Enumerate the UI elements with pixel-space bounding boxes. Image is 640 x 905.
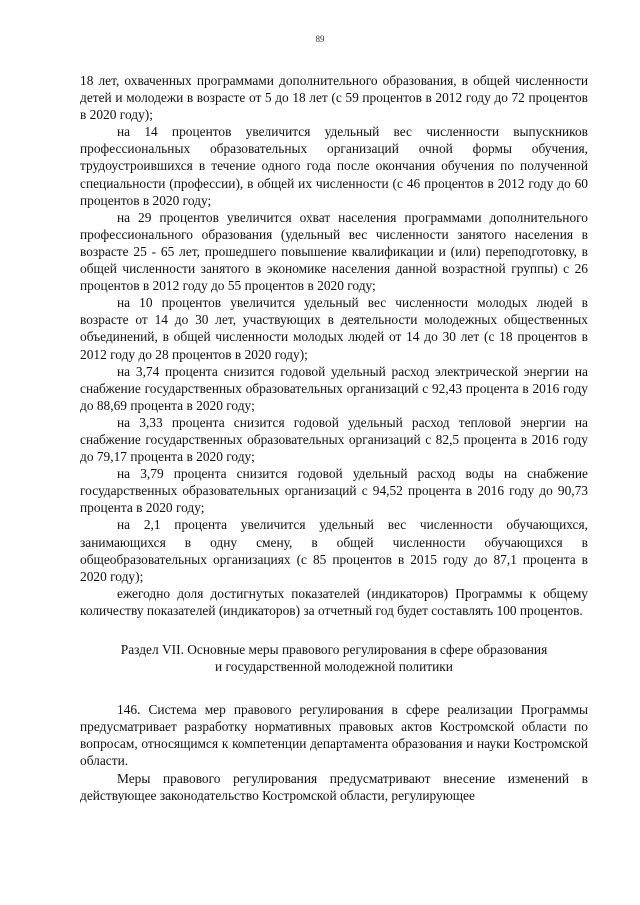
page-number: 89 [315, 34, 325, 44]
paragraph: 146. Система мер правового регулирования в сфере реализации Программы предусматривает разработку нормативных правовых актов Костромской области по вопросам, относящимся к компетенции департамента образования и науки Костромской области. [80, 702, 588, 769]
document-body [80, 72, 588, 804]
paragraph: Меры правового регулирования предусматривают внесение изменений в действующее законодательство Костромской области, регулирующее [80, 770, 588, 803]
section-heading [80, 641, 588, 675]
paragraph: на 29 процентов увеличится охват населения программами дополнительного профессионального образования (удельный вес численности занятого населения в возрасте 25 - 65 лет, прошедшего повышение квалификации и (или) переподготовку, в общей численности занятого в экономике населения данной возрастной группы) с 26 процентов в 2012 году до 55 процентов в 2020 году; [80, 209, 588, 294]
paragraph: ежегодно доля достигнутых показателей (индикаторов) Программы к общему количеству показателей (индикаторов) за отчетный год будет составлять 100 процентов. [80, 585, 588, 618]
section-heading-line: Раздел VII. Основные меры правового регулирования в сфере образования [120, 642, 548, 657]
paragraph: на 2,1 процента увеличится удельный вес численности обучающихся, занимающихся в одну смену, в общей численности обучающихся в общеобразовательных организациях (с 85 процентов в 2015 году до 87,1 процента в 2020 году); [80, 517, 588, 584]
paragraph: 18 лет, охваченных программами дополнительного образования, в общей численности детей и молодежи в возрасте от 5 до 18 лет (с 59 процентов в 2012 году до 72 процентов в 2020 году); [80, 73, 588, 123]
section-heading-line: и государственной молодежной политики [215, 659, 453, 675]
paragraph: на 14 процентов увеличится удельный вес численности выпускников профессиональных образовательных организаций очной формы обучения, трудоустроившихся в течение одного года после окончания обучения по полученной специальности (профессии), в общей их численности (с 46 процентов в 2012 году до 60 процентов в 2020 году; [80, 124, 588, 208]
paragraph: на 3,79 процента снизится годовой удельный расход воды на снабжение государственных образовательных организаций с 94,52 процента в 2016 году до 90,73 процента в 2020 году; [80, 466, 588, 516]
paragraph: на 3,74 процента снизится годовой удельный расход электрической энергии на снабжение государственных образовательных организаций с 92,43 процента в 2016 году до 88,69 процента в 2020 году; [80, 363, 588, 413]
paragraph: на 3,33 процента снизится годовой удельный расход тепловой энергии на снабжение государственных образовательных организаций с 82,5 процента в 2016 году до 79,17 процента в 2020 году; [80, 414, 588, 465]
paragraph: на 10 процентов увеличится удельный вес численности молодых людей в возрасте от 14 до 30 лет, участвующих в деятельности молодежных общественных объединений, в общей численности молодых людей от 14 до 30 лет (с 18 процентов в 2012 году до 28 процентов в 2020 году); [80, 295, 588, 362]
